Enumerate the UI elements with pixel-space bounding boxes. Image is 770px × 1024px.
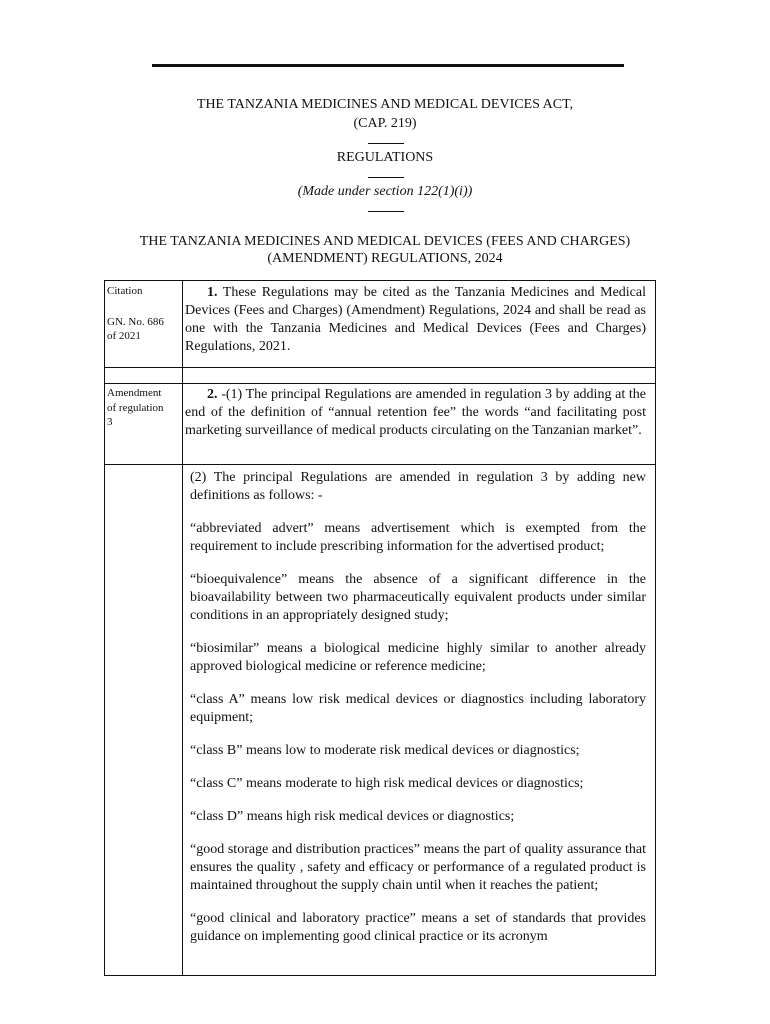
regulation-title-line2: (AMENDMENT) REGULATIONS, 2024 (267, 251, 503, 266)
gn-reference-year: of 2021 (107, 330, 141, 342)
separator-rule (368, 177, 404, 178)
top-rule (152, 64, 624, 67)
citation-text: These Regulations may be cited as the Tanzania Medicines and Medical Devices (Fees and Charges) (Amendment) Regulations, 2024 and shall be read as one with the Tanzania Medicines and Medical Devices (Fees and Charges) Regulations, 2021. (185, 285, 646, 354)
regulation-number: 1. (207, 285, 218, 300)
regulation-number: 2. (207, 387, 218, 402)
section-title: REGULATIONS (336, 150, 434, 165)
citation-label: Citation (107, 285, 143, 297)
definition-item: “good clinical and laboratory practice” means a set of standards that provides guidance on implementing good clinical practice or its acronym (190, 911, 646, 944)
gn-reference: GN. No. 686 (107, 316, 164, 328)
amendment-paragraph (185, 386, 646, 440)
amendment-label: Amendment (107, 387, 162, 399)
act-title: THE TANZANIA MEDICINES AND MEDICAL DEVICES ACT, (196, 97, 574, 112)
cap-number: (CAP. 219) (353, 116, 417, 131)
definition-item: “biosimilar” means a biological medicine highly similar to another already approved biological medicine or reference medicine; (190, 641, 646, 674)
citation-paragraph (185, 284, 646, 356)
definition-item: “good storage and distribution practices” means the part of quality assurance that ensures the quality , safety and efficacy or performance of a regulated product is maintained throughout the supply chain until when it reaches the patient; (190, 842, 646, 893)
definition-item: “class B” means low to moderate risk medical devices or diagnostics; (190, 743, 580, 758)
made-under-note: (Made under section 122(1)(i)) (297, 184, 473, 199)
amendment-label-line2: of regulation (107, 402, 164, 414)
definition-item: “bioequivalence” means the absence of a significant difference in the bioavailability between two pharmaceutically equivalent products under similar conditions in an appropriately designed study; (190, 572, 646, 623)
amendment-label-line3: 3 (107, 416, 113, 428)
regulation-title-line1: THE TANZANIA MEDICINES AND MEDICAL DEVICES (FEES AND CHARGES) (139, 234, 631, 249)
column-divider (182, 280, 183, 976)
definition-item: “class A” means low risk medical devices or diagnostics including laboratory equipment; (190, 692, 646, 725)
spacer-row (104, 367, 656, 384)
definition-intro: (2) The principal Regulations are amended in regulation 3 by adding new definitions as follows: - (190, 470, 646, 503)
amendment-text: -(1) The principal Regulations are amended in regulation 3 by adding at the end of the definition of “annual retention fee” the words “and facilitating post marketing surveillance of medical products circulating on the Tanzanian market”. (185, 387, 646, 438)
definition-item: “class C” means moderate to high risk medical devices or diagnostics; (190, 776, 584, 791)
definition-item: “abbreviated advert” means advertisement which is exempted from the requirement to include prescribing information for the advertised product; (190, 521, 646, 554)
definitions-block (190, 469, 646, 961)
separator-rule (368, 143, 404, 144)
separator-rule (368, 211, 404, 212)
definition-item: “class D” means high risk medical devices or diagnostics; (190, 809, 515, 824)
